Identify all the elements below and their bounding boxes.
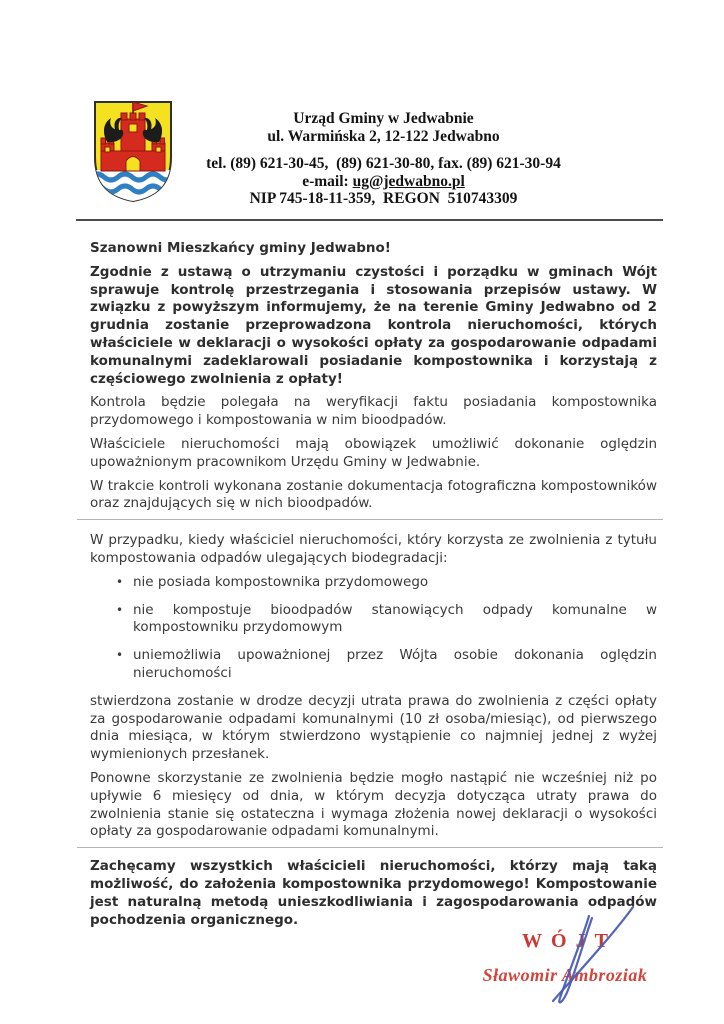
email-line [140, 173, 627, 191]
list-item-text: nie kompostuje bioodpadów stanowiących odpady komunalne w kompostowniku przydomowym [133, 601, 657, 636]
email-label: e-mail: [302, 172, 353, 190]
letter-body [90, 240, 657, 935]
tower-window [129, 124, 137, 132]
email-address: ug@jedwabno.pl [352, 172, 465, 190]
list-item-text: uniemożliwia upoważnionej przez Wójta osobie dokonania oględzin nieruchomości [133, 647, 657, 681]
list-item-text: nie posiada kompostownika przydomowego [133, 573, 429, 590]
paragraph-kontrola: Kontrola będzie polegała na weryfikacji faktu posiadania kompostownika przydomowego i kompostowania w nim bioodpadów. [90, 394, 657, 429]
paragraph-przypadku: W przypadku, kiedy właściciel nieruchomości, który korzysta ze zwolnienia z tytułu kompostowania odpadów ulegających biodegradacji: [90, 532, 657, 566]
salutation: Szanowni Mieszkańcy gminy Jedwabno! [90, 240, 391, 256]
org-address: ul. Warmińska 2, 12-122 Jedwabno [267, 127, 500, 145]
bullet-icon: • [116, 602, 124, 617]
org-name: Urząd Gminy w Jedwabnie [293, 110, 474, 127]
signature-name: Sławomir Ambroziak [482, 965, 648, 985]
signature-title: WÓJT [522, 930, 617, 952]
closing-paragraph: Zachęcamy wszystkich właścicieli nieruchomości, którzy mają taką możliwość, do założenia kompostownika przydomowego! Kompostowanie jest naturalną metodą unieszkodliwiania i zagospodarowania odpadów pochodzenia organicznego. [90, 858, 657, 928]
list-item [90, 647, 657, 683]
handwritten-signature-stroke [535, 898, 645, 1010]
gate-arch [126, 157, 140, 172]
list-item [90, 602, 657, 638]
letterhead [140, 110, 627, 208]
conditions-list [90, 574, 657, 683]
intro-paragraph: Zgodnie z ustawą o utrzymaniu czystości i porządku w gminach Wójt sprawuje kontrolę przestrzegania i stosowania przepisów ustawy. W związku z powyższym informujemy, że na terenie Gminy Jedwabno od 2 grudnia zostanie przeprowadzona kontrola nieruchomości, których właściciele w deklaracji o wysokości opłaty za gospodarowanie odpadami komunalnymi zadeklarowali posiadanie kompostownika i korzystają z częściowego zwolnienia z opłaty! [90, 263, 657, 387]
header-divider [76, 219, 663, 221]
paragraph-ponowne: Ponowne skorzystanie ze zwolnienia będzie mogło nastąpić nie wcześniej niż po upływie 6 miesięcy od dnia, w którym decyzja dotycząca utraty prawa do zwolnienia stanie się ostateczna i wymaga złożenia nowej deklaracji o wysokości opłaty za gospodarowanie odpadami komunalnymi. [90, 769, 657, 840]
section-divider-2 [77, 847, 663, 848]
list-item [90, 574, 657, 592]
bullet-icon: • [116, 574, 124, 589]
paragraph-stwierdzona: stwierdzona zostanie w drodze decyzji utrata prawa do zwolnienia z części opłaty za gospodarowanie odpadami komunalnymi (10 zł osoba/miesiąc), od pierwszego dnia miesiąca, w którym stwierdzono wystąpienie co najmniej jednej z wyżej wymienionych przesłanek. [90, 692, 657, 763]
paragraph-dokumentacja: W trakcie kontroli wykonana zostanie dokumentacja fotograficzna kompostowników oraz znajdujących się w nich bioodpadów. [90, 477, 657, 512]
paragraph-wlasciciele: Właściciele nieruchomości mają obowiązek umożliwić dokonanie oględzin upoważnionym pracownikom Urzędu Gminy w Jedwabnie. [90, 435, 657, 470]
registry-line: NIP 745-18-11-359, REGON 510743309 [249, 190, 518, 207]
bullet-icon: • [116, 648, 124, 663]
phone-fax-line: tel. (89) 621-30-45, (89) 621-30-80, fax. (89) 621-30-94 [206, 155, 561, 172]
section-divider-1 [77, 519, 663, 520]
